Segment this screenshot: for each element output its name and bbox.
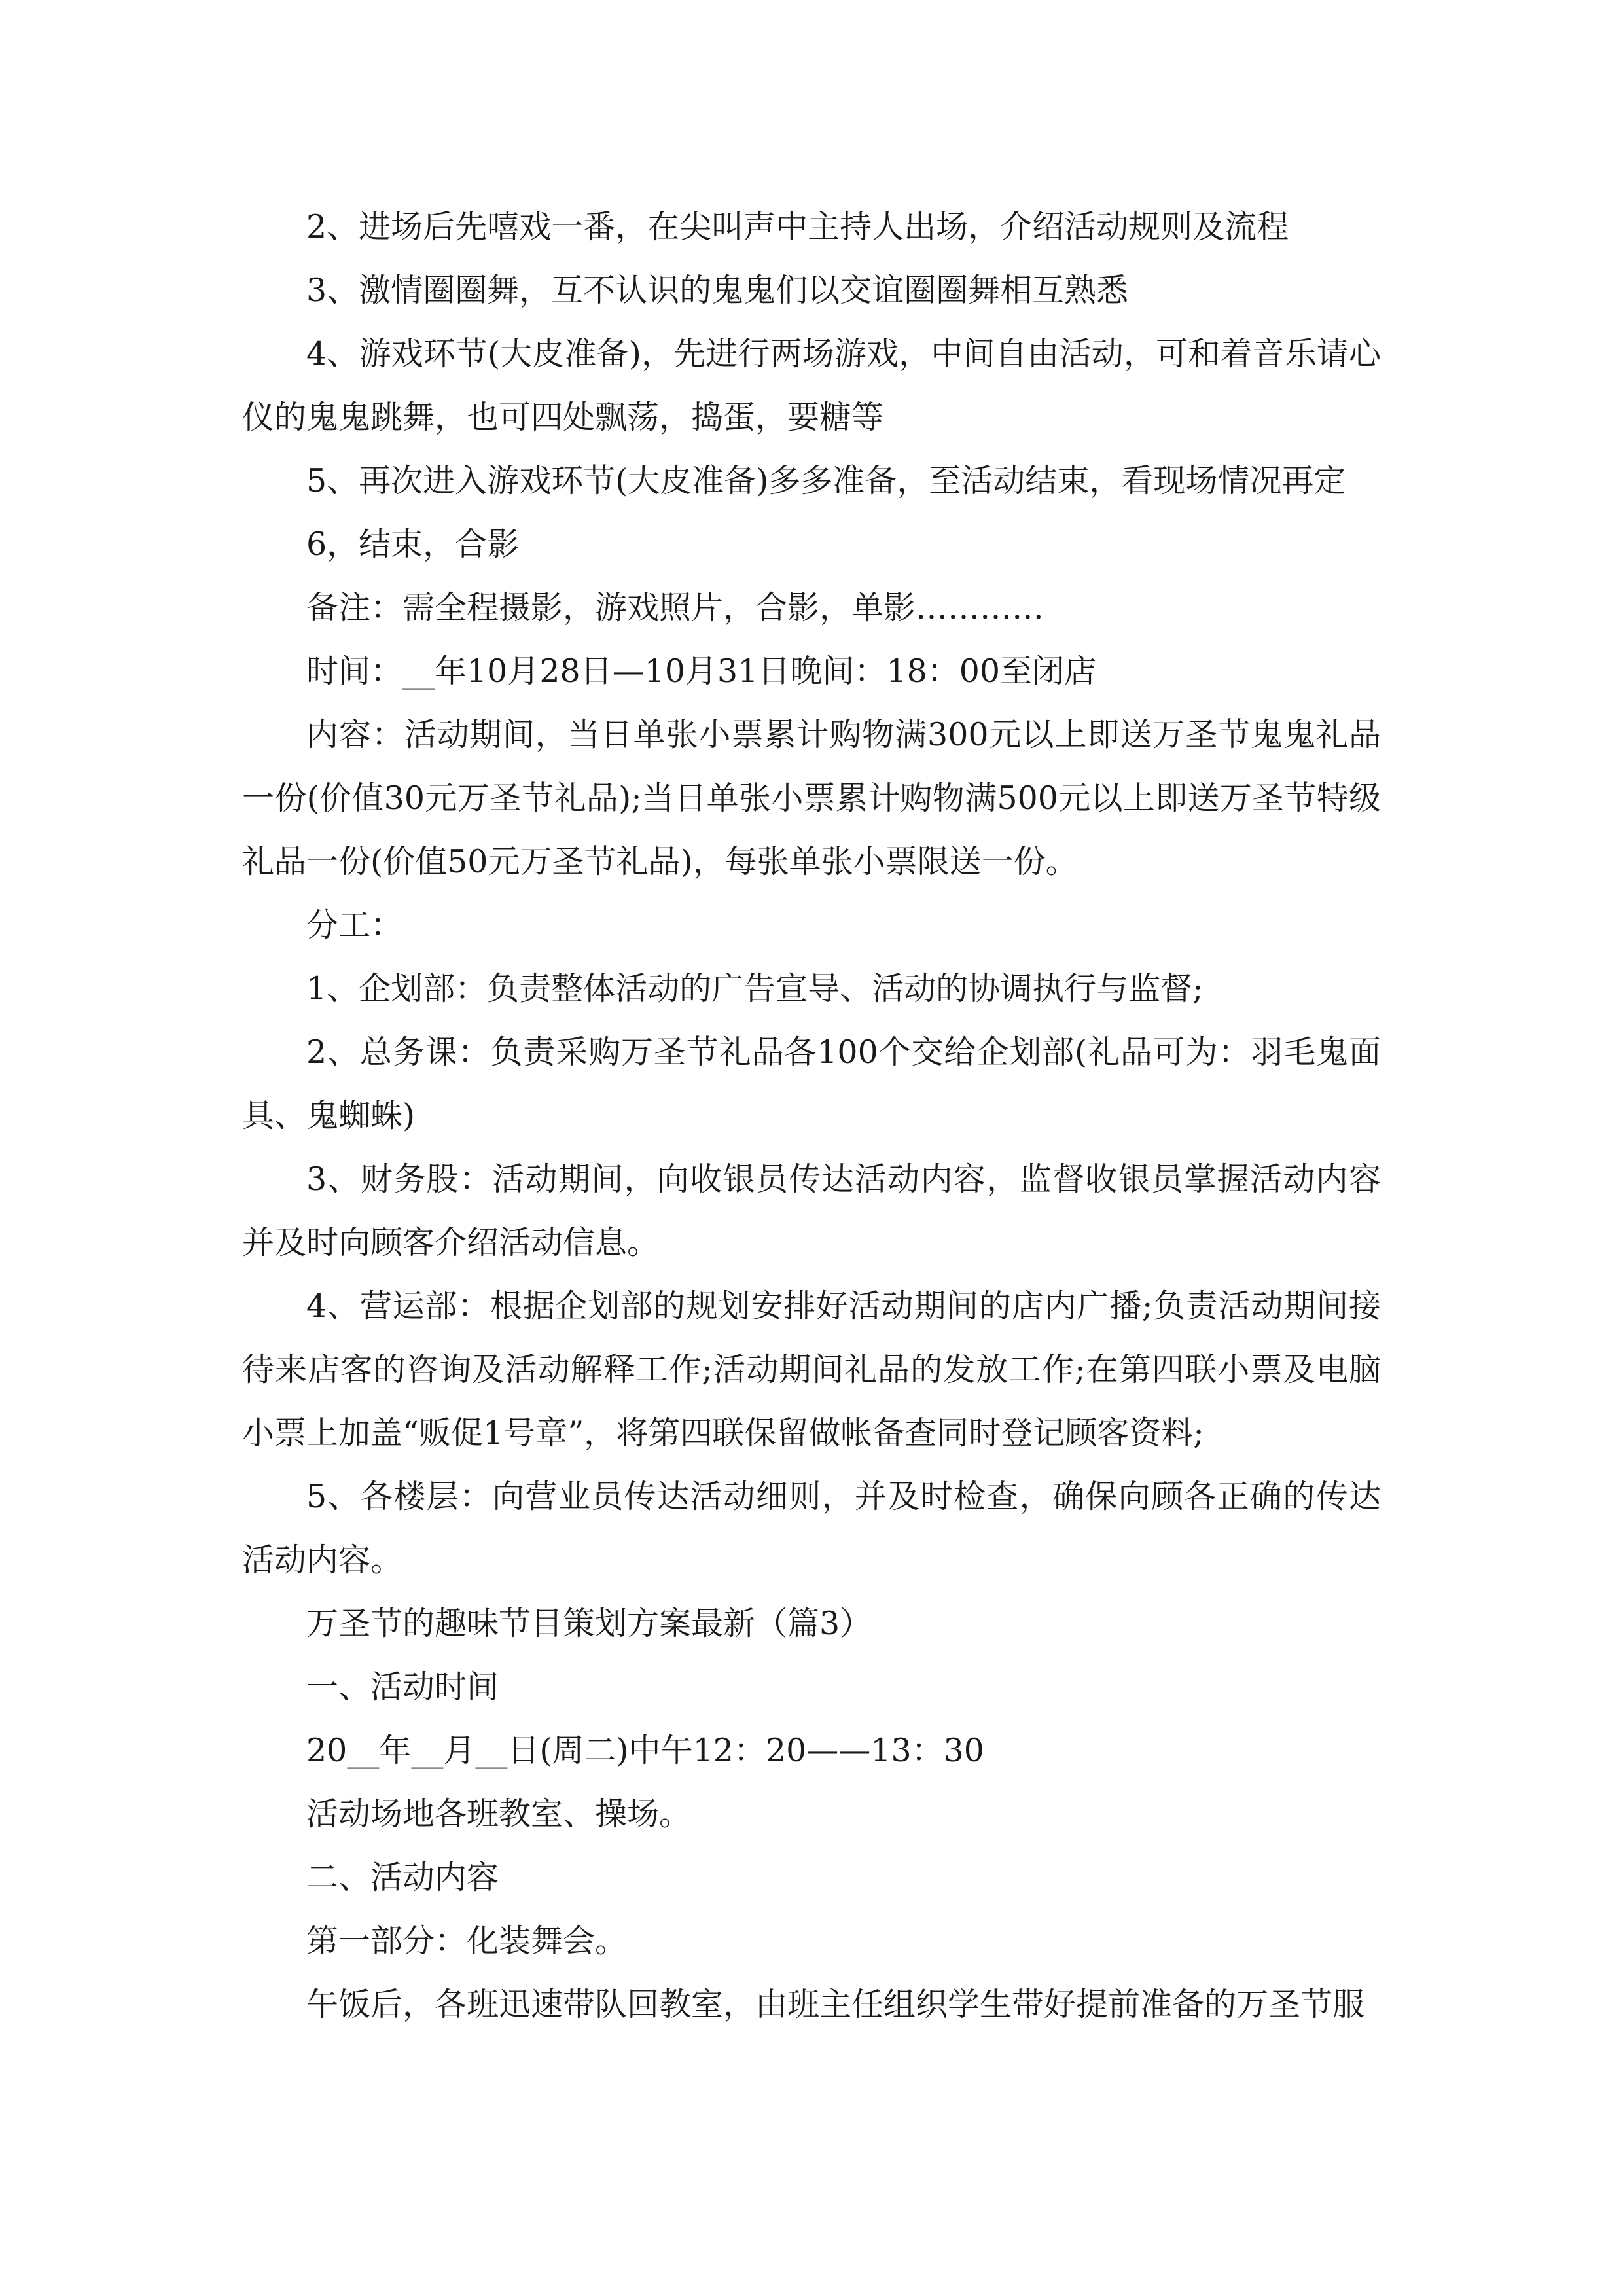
section-title: 万圣节的趣味节目策划方案最新（篇3） [306, 1605, 872, 1642]
paragraph: 2、总务课：负责采购万圣节礼品各100个交给企划部(礼品可为：羽毛鬼面具、鬼蜘蛛) [242, 1033, 1381, 1134]
paragraph: 5、再次进入游戏环节(大皮准备)多多准备，至活动结束，看现场情况再定 [306, 462, 1346, 499]
paragraph: 活动场地各班教室、操场。 [306, 1795, 692, 1833]
paragraph: 第一部分：化装舞会。 [306, 1922, 628, 1960]
paragraph: 内容：活动期间，当日单张小票累计购物满300元以上即送万圣节鬼鬼礼品一份(价值30元万圣节礼品);当日单张小票累计购物满500元以上即送万圣节特级礼品一份(价值50元万圣节礼品)，每张单张小票限送一份。 [242, 716, 1381, 880]
section-heading: 二、活动内容 [306, 1859, 499, 1896]
paragraph: 3、激情圈圈舞，互不认识的鬼鬼们以交谊圈圈舞相互熟悉 [306, 272, 1129, 309]
paragraph: 2、进场后先嘻戏一番，在尖叫声中主持人出场，介绍活动规则及流程 [306, 208, 1289, 245]
paragraph: 分工： [306, 906, 403, 944]
section-heading: 一、活动时间 [306, 1668, 499, 1706]
document-body [242, 195, 1381, 2036]
paragraph: 备注：需全程摄影，游戏照片，合影，单影………… [306, 589, 1044, 626]
paragraph: 4、游戏环节(大皮准备)，先进行两场游戏，中间自由活动，可和着音乐请心仪的鬼鬼跳舞，也可四处飘荡，捣蛋，要糖等 [242, 335, 1381, 436]
paragraph: 时间：__年10月28日—10月31日晚间：18：00至闭店 [306, 653, 1097, 690]
paragraph: 6，结束，合影 [306, 526, 520, 563]
paragraph: 午饭后，各班迅速带队回教室，由班主任组织学生带好提前准备的万圣节服 [306, 1986, 1365, 2023]
paragraph: 4、营运部：根据企划部的规划安排好活动期间的店内广播;负责活动期间接待来店客的咨询及活动解释工作;活动期间礼品的发放工作;在第四联小票及电脑小票上加盖“贩促1号章”，将第四联保留做帐备查同时登记顾客资料; [242, 1287, 1381, 1452]
paragraph: 20__年__月__日(周二)中午12：20——13：30 [306, 1732, 984, 1769]
paragraph: 5、各楼层：向营业员传达活动细则，并及时检查，确保向顾各正确的传达活动内容。 [242, 1478, 1381, 1579]
paragraph: 1、企划部：负责整体活动的广告宣导、活动的协调执行与监督; [306, 970, 1204, 1007]
paragraph: 3、财务股：活动期间，向收银员传达活动内容，监督收银员掌握活动内容并及时向顾客介绍活动信息。 [242, 1160, 1381, 1261]
